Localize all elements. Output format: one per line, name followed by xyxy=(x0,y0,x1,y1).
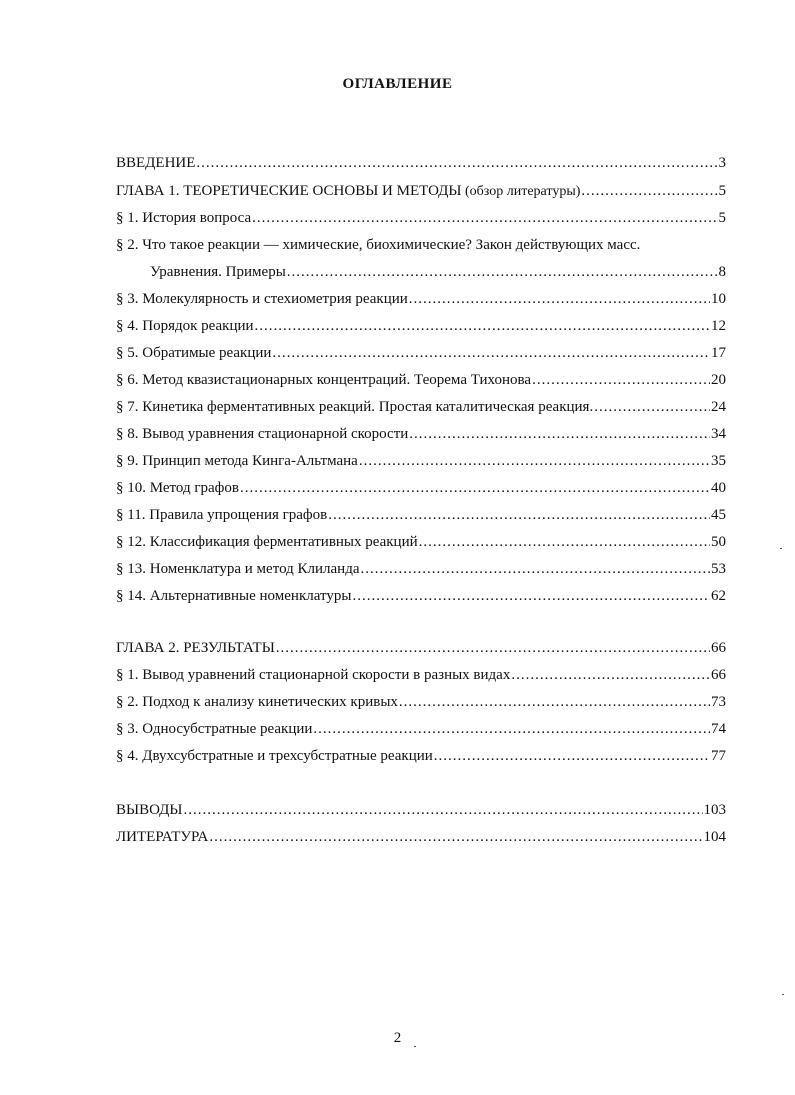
toc-entry-label: § 3. Односубстратные реакции xyxy=(116,721,313,737)
dot-leader xyxy=(276,640,710,657)
toc-page-number: 45 xyxy=(711,507,726,523)
toc-page-number: 8 xyxy=(718,264,726,280)
toc-entry-section[interactable] xyxy=(116,399,726,421)
toc-entry-label: § 9. Принцип метода Кинга-Альтмана xyxy=(116,453,358,469)
toc-entry-chapter-1[interactable] xyxy=(116,183,726,205)
dot-leader xyxy=(419,534,710,551)
dot-leader xyxy=(272,345,710,362)
toc-entry-section[interactable] xyxy=(116,453,726,475)
toc-entry-section-continuation[interactable] xyxy=(150,264,726,286)
toc-page-number: 50 xyxy=(711,534,726,550)
toc-page-number: 74 xyxy=(711,721,726,737)
toc-entry-label: § 14. Альтернативные номенклатуры xyxy=(116,588,352,604)
toc-page-number: 62 xyxy=(711,588,726,604)
toc-page-number: 73 xyxy=(711,694,726,710)
dot-leader xyxy=(209,829,702,846)
dot-leader xyxy=(240,480,710,497)
toc-entry-label: § 10. Метод графов xyxy=(116,480,239,496)
toc-entry-section[interactable] xyxy=(116,291,726,313)
toc-entry-label: § 4. Порядок реакции xyxy=(116,318,254,334)
toc-page-number: 12 xyxy=(711,318,726,334)
toc-page-number: 3 xyxy=(718,155,726,171)
toc-entry-section[interactable] xyxy=(116,318,726,340)
toc-entry-section[interactable] xyxy=(116,561,726,583)
toc-entry-label: § 4. Двухсубстратные и трехсубстратные реакции xyxy=(116,748,433,764)
toc-entry-label: § 5. Обратимые реакции xyxy=(116,345,272,361)
toc-entry-section[interactable] xyxy=(116,667,726,689)
toc-entry-label: § 7. Кинетика ферментативных реакций. Простая каталитическая реакция. xyxy=(116,399,594,415)
toc-page-number: 17 xyxy=(711,345,726,361)
scan-speck xyxy=(780,548,782,549)
toc-entry-label: § 2. Подход к анализу кинетических кривых xyxy=(116,694,398,710)
dot-leader xyxy=(409,426,710,443)
toc-page-number: 34 xyxy=(711,426,726,442)
scan-speck xyxy=(414,1046,416,1047)
toc-entry-label: § 1. История вопроса xyxy=(116,210,252,226)
toc-entry-label: § 13. Номенклатура и метод Клиланда xyxy=(116,561,360,577)
toc-entry-introduction[interactable] xyxy=(116,155,726,177)
toc-page-number: 10 xyxy=(711,291,726,307)
dot-leader xyxy=(287,264,718,281)
dot-leader xyxy=(352,588,710,605)
toc-entry-section[interactable] xyxy=(116,372,726,394)
page-title: ОГЛАВЛЕНИЕ xyxy=(342,76,453,92)
toc-entry-section[interactable] xyxy=(116,345,726,367)
toc-page-number: 66 xyxy=(711,667,726,683)
toc-page-number: 53 xyxy=(711,561,726,577)
toc-page-number: 20 xyxy=(711,372,726,388)
toc-entry-section[interactable] xyxy=(116,237,726,259)
toc-entry-label: Уравнения. Примеры xyxy=(150,264,286,280)
dot-leader xyxy=(252,210,717,227)
toc-entry-section[interactable] xyxy=(116,721,726,743)
toc-entry-section[interactable] xyxy=(116,534,726,556)
dot-leader xyxy=(399,694,710,711)
dot-leader xyxy=(313,721,710,738)
toc-entry-section[interactable] xyxy=(116,694,726,716)
toc-page-number: 66 xyxy=(711,640,726,656)
dot-leader xyxy=(594,399,710,416)
toc-entry-label: ЛИТЕРАТУРА xyxy=(116,829,209,845)
page-number: 2 xyxy=(393,1030,402,1046)
toc-page-number: 35 xyxy=(711,453,726,469)
toc-entry-label: § 1. Вывод уравнений стационарной скорости в разных видах xyxy=(116,667,511,683)
toc-entry-label: ВВЕДЕНИЕ xyxy=(116,155,196,171)
toc-entry-label: § 3. Молекулярность и стехиометрия реакции xyxy=(116,291,408,307)
dot-leader xyxy=(532,372,710,389)
toc-entry-label: § 6. Метод квазистационарных концентраций. Теорема Тихонова xyxy=(116,372,532,388)
toc-entry-label: § 11. Правила упрощения графов xyxy=(116,507,328,523)
dot-leader xyxy=(361,561,711,578)
toc-entry-section[interactable] xyxy=(116,748,726,770)
toc-page-number: 77 xyxy=(711,748,726,764)
toc-entry-label: ГЛАВА 2. РЕЗУЛЬТАТЫ xyxy=(116,640,275,656)
dot-leader xyxy=(328,507,710,524)
toc-page-number: 5 xyxy=(718,183,726,199)
toc-entry-section[interactable] xyxy=(116,426,726,448)
toc-entry-conclusions[interactable] xyxy=(116,802,726,824)
toc-page-number: 5 xyxy=(718,210,726,226)
toc-entry-label: § 8. Вывод уравнения стационарной скорости xyxy=(116,426,409,442)
toc-entry-references[interactable] xyxy=(116,829,726,851)
dot-leader xyxy=(255,318,710,335)
dot-leader xyxy=(196,155,717,172)
toc-entry-chapter-2[interactable] xyxy=(116,640,726,662)
dot-leader xyxy=(511,667,710,684)
toc-entry-section[interactable] xyxy=(116,507,726,529)
toc-page-number: 24 xyxy=(711,399,726,415)
scan-speck xyxy=(782,994,784,995)
toc-entry-section[interactable] xyxy=(116,480,726,502)
dot-leader xyxy=(184,802,703,819)
toc-entry-label: ГЛАВА 1. ТЕОРЕТИЧЕСКИЕ ОСНОВЫ И МЕТОДЫ (обзор литературы) xyxy=(116,183,581,199)
toc-page-number: 103 xyxy=(703,802,726,818)
dot-leader xyxy=(581,183,717,200)
toc-page-number: 40 xyxy=(711,480,726,496)
toc-entry-label: § 2. Что такое реакции — химические, биохимические? Закон действующих масс. xyxy=(116,237,641,253)
toc-entry-section[interactable] xyxy=(116,210,726,232)
toc-entry-label: § 12. Классификация ферментативных реакций xyxy=(116,534,418,550)
toc-entry-label: ВЫВОДЫ xyxy=(116,802,183,818)
toc-entry-section[interactable] xyxy=(116,588,726,610)
dot-leader xyxy=(409,291,710,308)
toc-page-number: 104 xyxy=(703,829,726,845)
toc-entry-subtitle: (обзор литературы) xyxy=(461,184,581,199)
dot-leader xyxy=(359,453,710,470)
dot-leader xyxy=(434,748,710,765)
